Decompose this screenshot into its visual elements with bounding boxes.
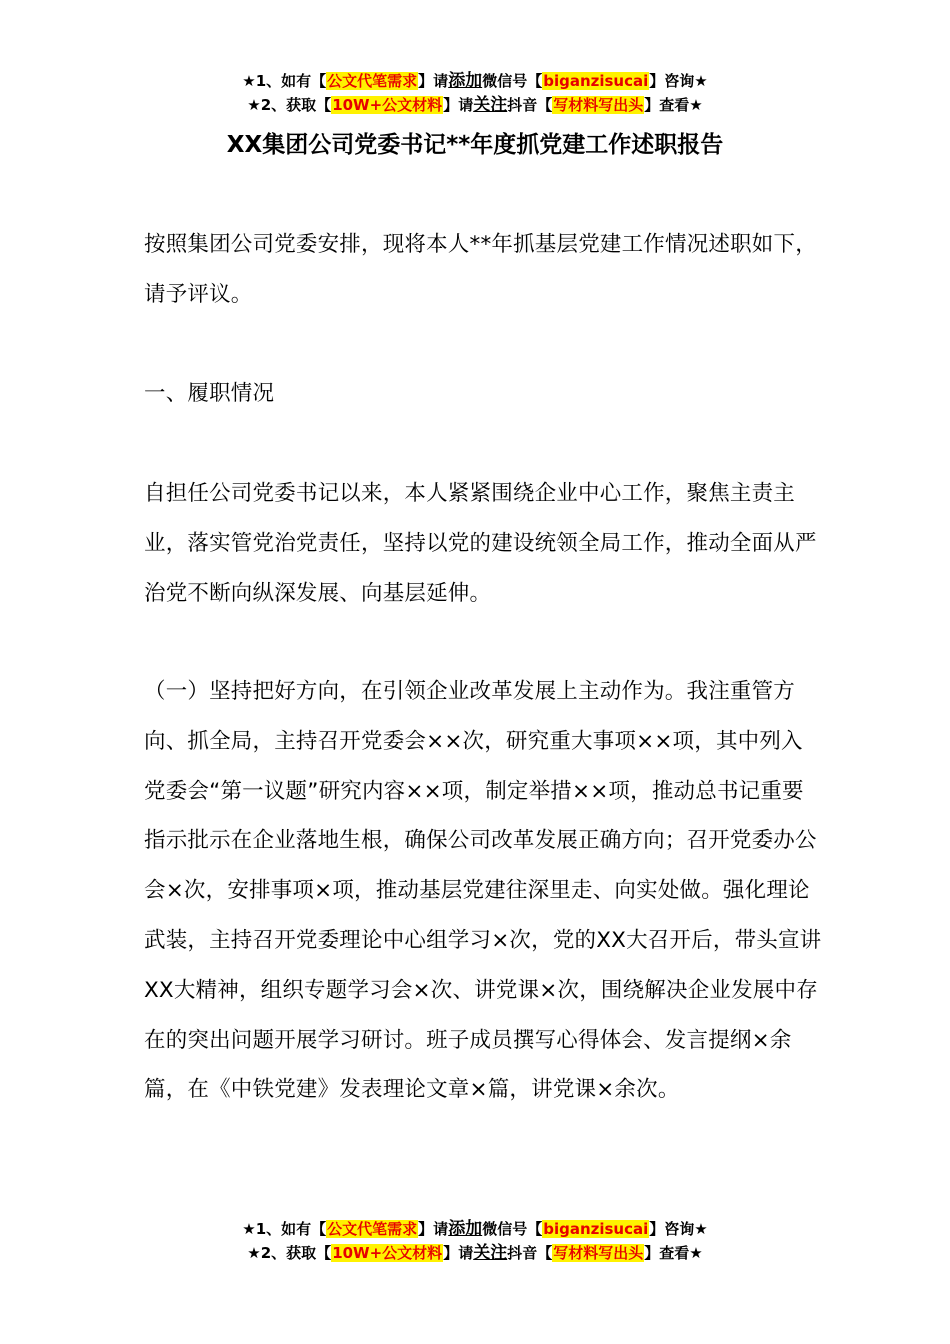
header-banner	[0, 69, 950, 117]
highlight-douyin-account: 写材料写出头	[553, 96, 644, 114]
banner-text: 】请	[418, 1220, 449, 1238]
banner-text: 抖音【	[507, 96, 553, 114]
highlight-service: 公文代笔需求	[327, 1220, 418, 1238]
emphasis-add: 添加	[448, 1219, 483, 1239]
banner-line-1	[0, 69, 950, 93]
emphasis-follow: 关注	[473, 1243, 508, 1263]
banner-text: 抖音【	[507, 1244, 553, 1262]
emphasis-follow: 关注	[473, 95, 508, 115]
banner-text: ★1、如有【	[242, 72, 327, 90]
highlight-materials: 10W+公文材料	[332, 1244, 443, 1262]
detail-paragraph: （一）坚持把好方向，在引领企业改革发展上主动作为。我注重管方向、抓全局，主持召开党委会××次，研究重大事项××项，其中列入党委会“第一议题”研究内容××项，制定举措××项，推动总书记重要指示批示在企业落地生根，确保公司改革发展正确方向；召开党委办公会×次，安排事项×项，推动基层党建往深里走、向实处做。强化理论武装，主持召开党委理论中心组学习×次，党的XX大召开后，带头宣讲XX大精神，组织专题学习会×次、讲党课×次，围绕解决企业发展中存在的突出问题开展学习研讨。班子成员撰写心得体会、发言提纲×余篇，在《中铁党建》发表理论文章×篇，讲党课×余次。	[144, 679, 822, 1103]
section-heading: 一、履职情况	[144, 381, 275, 406]
banner-text: 】请	[418, 72, 449, 90]
banner-line-2	[0, 93, 950, 117]
banner-text: 微信号【	[482, 72, 543, 90]
banner-text: 微信号【	[482, 1220, 543, 1238]
banner-text: ★2、获取【	[247, 1244, 332, 1262]
summary-paragraph: 自担任公司党委书记以来，本人紧紧围绕企业中心工作，聚焦主责主业，落实管党治党责任，坚持以党的建设统领全局工作，推动全面从严治党不断向纵深发展、向基层延伸。	[144, 481, 817, 606]
document-title: XX集团公司党委书记**年度抓党建工作述职报告	[226, 132, 724, 158]
banner-text: 】咨询★	[649, 1220, 708, 1238]
highlight-douyin-account: 写材料写出头	[553, 1244, 644, 1262]
intro-paragraph: 按照集团公司党委安排，现将本人**年抓基层党建工作情况述职如下，请予评议。	[144, 232, 817, 307]
banner-line-1	[0, 1217, 950, 1241]
banner-text: 】查看★	[644, 1244, 703, 1262]
emphasis-add: 添加	[448, 71, 483, 91]
highlight-service: 公文代笔需求	[327, 72, 418, 90]
banner-text: 】查看★	[644, 96, 703, 114]
banner-line-2	[0, 1241, 950, 1265]
footer-banner	[0, 1217, 950, 1265]
highlight-wechat-id: biganzisucai	[543, 72, 649, 90]
banner-text: 】请	[443, 96, 474, 114]
highlight-wechat-id: biganzisucai	[543, 1220, 649, 1238]
banner-text: 】咨询★	[649, 72, 708, 90]
highlight-materials: 10W+公文材料	[332, 96, 443, 114]
banner-text: ★2、获取【	[247, 96, 332, 114]
banner-text: ★1、如有【	[242, 1220, 327, 1238]
banner-text: 】请	[443, 1244, 474, 1262]
